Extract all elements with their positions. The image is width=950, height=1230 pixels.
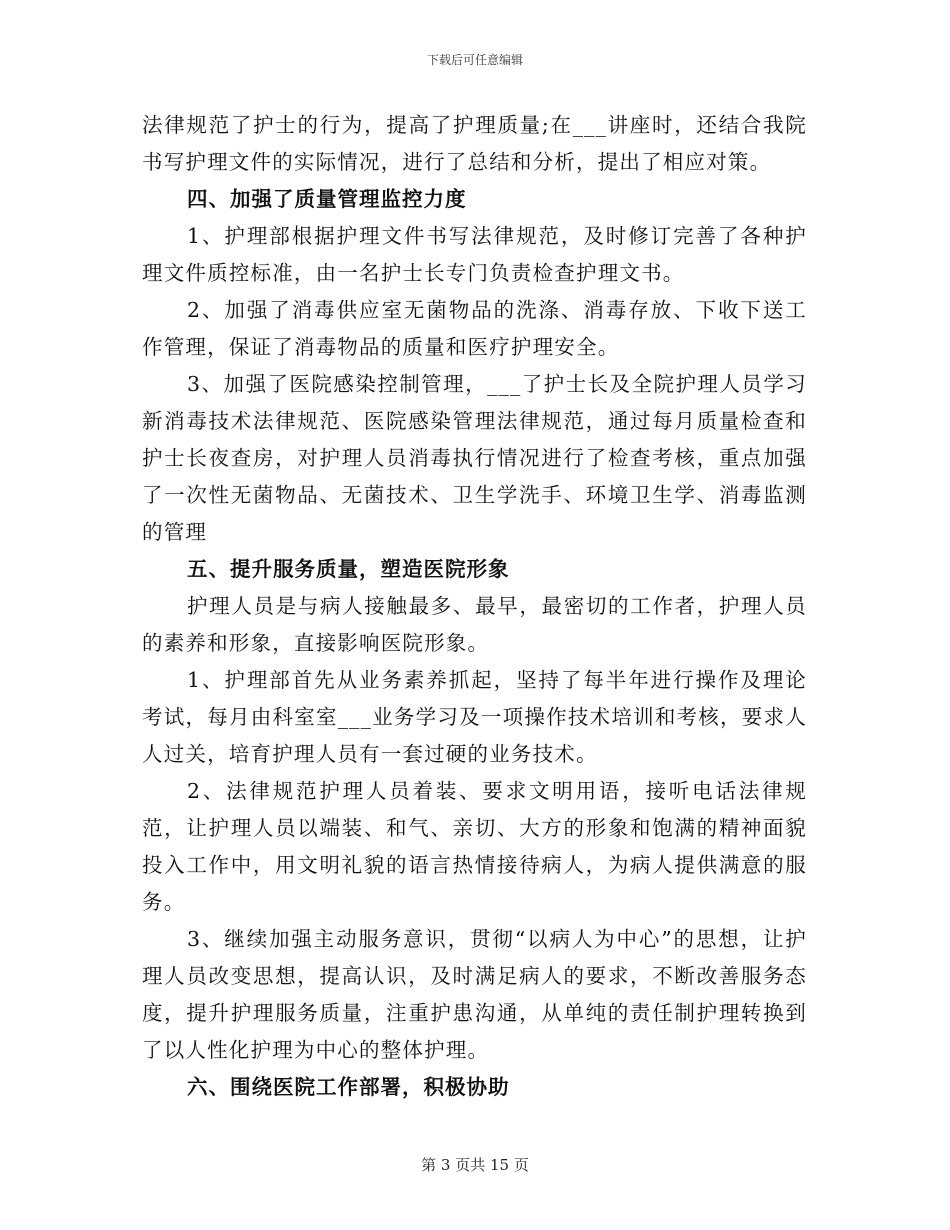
section-heading: 六、围绕医院工作部署，积极协助 [187,1075,510,1099]
paragraph: 1、护理部根据护理文件书写法律规范，及时修订完善了各种护理文件质控标准，由一名护士长专门负责检查护理文书。 [142,224,807,285]
paragraph: 护理人员是与病人接触最多、最早，最密切的工作者，护理人员的素养和形象，直接影响医院形象。 [142,594,807,655]
section-heading: 五、提升服务质量，塑造医院形象 [187,557,510,581]
page-header: 下载后可任意编辑 [426,53,523,67]
paragraph: 2、法律规范护理人员着装、要求文明用语，接听电话法律规范，让护理人员以端装、和气、亲切、大方的形象和饱满的精神面貌投入工作中，用文明礼貌的语言热情接待病人，为病人提供满意的服务。 [142,779,807,914]
paragraph: 1、护理部首先从业务素养抓起，坚持了每半年进行操作及理论考试，每月由科室室___业务学习及一项操作技术培训和考核，要求人人过关，培育护理人员有一套过硬的业务技术。 [142,668,807,766]
document-body [142,107,807,1106]
paragraph: 法律规范了护士的行为，提高了护理质量;在___讲座时，还结合我院书写护理文件的实际情况，进行了总结和分析，提出了相应对策。 [142,113,807,174]
paragraph: 3、加强了医院感染控制管理，___了护士长及全院护理人员学习新消毒技术法律规范、医院感染管理法律规范，通过每月质量检查和护士长夜查房，对护理人员消毒执行情况进行了检查考核，重点加强了一次性无菌物品、无菌技术、卫生学洗手、环境卫生学、消毒监测的管理 [142,372,807,544]
page-footer: 第 3 页共 15 页 [421,1156,529,1174]
section-heading: 四、加强了质量管理监控力度 [187,187,467,211]
paragraph: 2、加强了消毒供应室无菌物品的洗涤、消毒存放、下收下送工作管理，保证了消毒物品的质量和医疗护理安全。 [142,298,807,359]
paragraph: 3、继续加强主动服务意识，贯彻“以病人为中心”的思想，让护理人员改变思想，提高认识，及时满足病人的要求，不断改善服务态度，提升护理服务质量，注重护患沟通，从单纯的责任制护理转换到了以人性化护理为中心的整体护理。 [142,927,807,1062]
